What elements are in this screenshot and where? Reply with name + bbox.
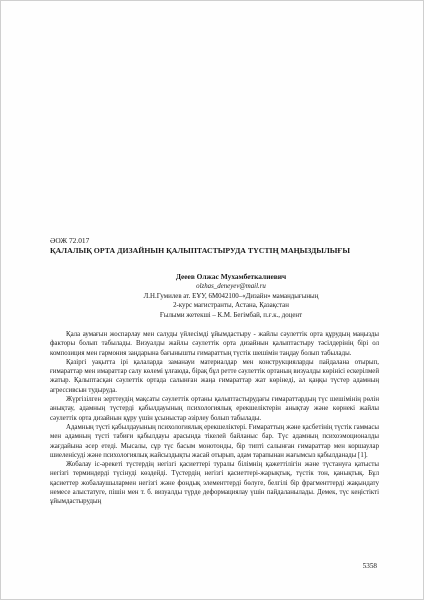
paragraph: Адамның түсті қабылдауының психологиялық ерекшеліктері. Ғимараттың және қасбетінің түстік гаммасы мен адамның түсті табиғи қабылдауы арасында тікелей байланыс бар. Түс адамның психоэмоционалды жағдайына әсер етеді. Мысалы, сұр түс басым монотонды, бір типті салынған ғимараттар мен коршаулар шиеленісуді және психологиялық жайсыздықты жасай отырып, адам тарапынан жағымсыз қабылданады [1]. [50, 423, 379, 459]
article-title: ҚАЛАЛЫҚ ОРТА ДИЗАЙНЫН ҚАЛЫПТАСТЫРУДА ТҮСТІҢ МАҢЫЗДЫЛЫҒЫ [50, 246, 351, 255]
article-body [50, 330, 379, 507]
author-block [61, 272, 401, 321]
author-affiliation: Л.Н.Гумилев ат. ЕҰУ, 6М042100–«Дизайн» мамандығының [143, 292, 319, 300]
author-supervisor: Ғылыми жетекші – К.М. Бегімбай, п.ғ.к., доцент [159, 312, 303, 320]
author-name: Дееев Олжас Мухамбеткалиевич [175, 272, 287, 281]
page-number: 5358 [362, 562, 377, 570]
paragraph: Қазіргі уақытта ірі қалаларда заманауи материалдар мен конструкцияларды пайдалана отырып, ғимараттар мен имараттар салу көлемі ұлғаюда, бірақ бұл ретте сәулеттік ортаның визуалды көрінісі ескерілмей жатыр. Қалыптасқан сәулеттік ортада салынған жаңа ғимараттар жат көрінеді, ал қаңқы түстер адамның агрессивсын тудыруда. [50, 358, 379, 394]
paragraph: Жобалау іс-әрекеті түстердің негізгі қасиеттері туралы білімнің қажеттілігін және түстануға қатысты негізгі терминдерді түсінуді көздейді. Түстердің негізгі қасиеттері-жарықтық, түстік тон, қанықтық. Бұл қасиеттер жобалаушылармен негізгі және фондық элементтерді бөлуге, белгілі бір фрагменттерді жақындату немесе алыстатуге, пішін мен т. б. визуалды түрде деформациялау үшін пайдаланылады. Демек, түс кеңістікті ұйымдастырудың [50, 461, 379, 506]
udc-code: ӘОЖ 72.017 [50, 236, 90, 245]
paragraph: Қала аумағын жоспарлау мен салуды үйлесімді ұйымдастыру - жайлы сәулеттік орта құрудың маңызды факторы болып табылады. Визуалды жайлы сәулеттік орта дизайнын қалыптастыру тәсілдерінің бірі ол композиция мен гармония заңдарына бағынышты ғимараттың түстік шешімін таңдау болып табылады. [50, 331, 379, 357]
author-course: 2-курс магистранты, Астана, Қазақстан [173, 302, 289, 310]
paragraph: Жүргізілген зерттеудің мақсаты сәулеттік ортаны қалыптастырудағы ғимараттардың түс шешімінің рөлін анықтау, адамның түстерді қабылдауының психологиялық ерекшеліктерін анықтау және көрнекі жайлы сәулеттік орта дизайнын құру үшін ұсыныстар әзірлеу болып табылады. [50, 396, 379, 422]
author-email: olzhas_deneyev@mail.ru [196, 282, 266, 290]
